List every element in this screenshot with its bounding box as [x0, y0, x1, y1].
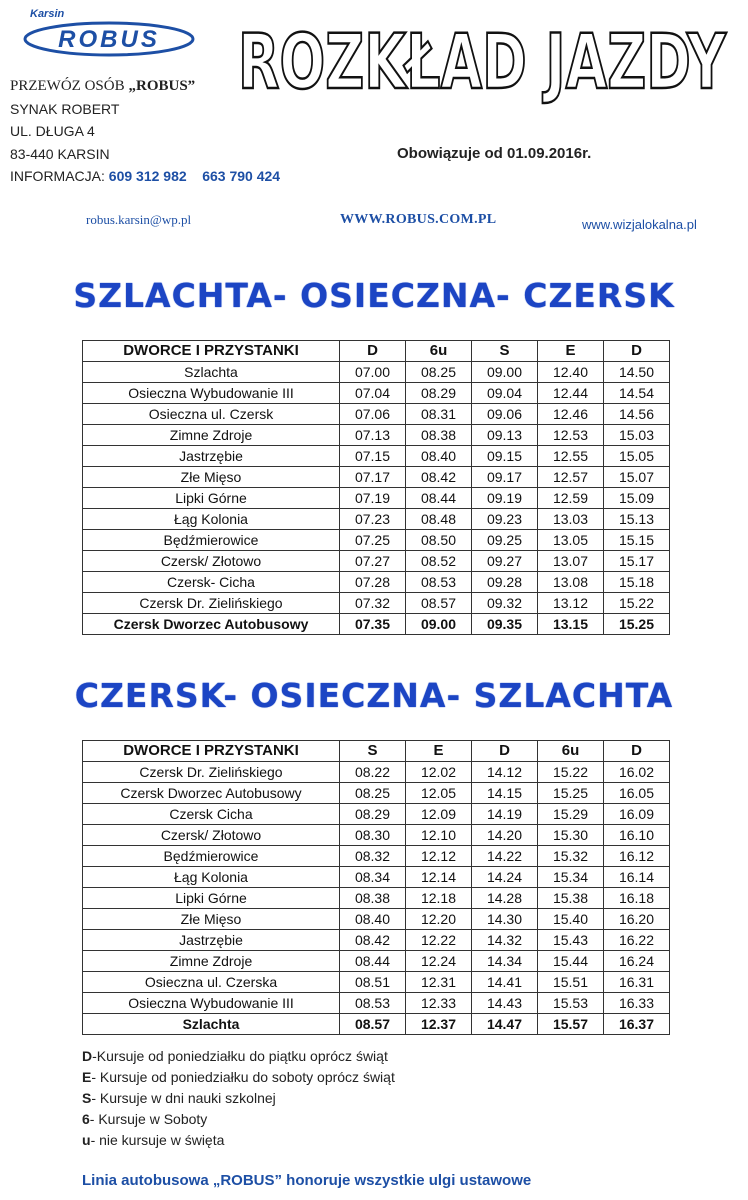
table-row [83, 762, 670, 783]
route2-title: CZERSK- OSIECZNA- SZLACHTA [74, 676, 674, 715]
departure-time: 15.25 [538, 783, 604, 804]
stop-name: Osieczna Wybudowanie III [83, 993, 340, 1014]
departure-time: 12.44 [538, 383, 604, 404]
departure-time: 12.40 [538, 362, 604, 383]
departure-time: 13.08 [538, 572, 604, 593]
legend-key: 6 [82, 1111, 90, 1127]
departure-time: 15.03 [604, 425, 670, 446]
stop-name: Czersk Cicha [83, 804, 340, 825]
departure-time: 16.24 [604, 951, 670, 972]
stop-name: Będźmierowice [83, 530, 340, 551]
column-header: 6u [406, 341, 472, 362]
departure-time: 08.53 [406, 572, 472, 593]
departure-time: 12.10 [406, 825, 472, 846]
route1-timetable [82, 340, 670, 635]
column-header: E [406, 741, 472, 762]
stop-name: Osieczna ul. Czerska [83, 972, 340, 993]
stop-name: Czersk/ Złotowo [83, 825, 340, 846]
departure-time: 14.30 [472, 909, 538, 930]
column-header: D [340, 341, 406, 362]
table-row [83, 362, 670, 383]
departure-time: 08.22 [340, 762, 406, 783]
column-header-stops: DWORCE I PRZYSTANKI [83, 741, 340, 762]
stop-name: Łąg Kolonia [83, 509, 340, 530]
departure-time: 07.00 [340, 362, 406, 383]
table-row [83, 825, 670, 846]
departure-time: 13.03 [538, 509, 604, 530]
departure-time: 08.29 [406, 383, 472, 404]
departure-time: 13.15 [538, 614, 604, 635]
logo-brand: ROBUS [58, 26, 160, 53]
company-line1 [10, 74, 280, 98]
departure-time: 08.42 [340, 930, 406, 951]
stop-name: Szlachta [83, 1014, 340, 1035]
table-row [83, 972, 670, 993]
departure-time: 12.05 [406, 783, 472, 804]
stop-name: Lipki Górne [83, 888, 340, 909]
departure-time: 15.51 [538, 972, 604, 993]
departure-time: 15.44 [538, 951, 604, 972]
departure-time: 16.14 [604, 867, 670, 888]
logo-oval-icon [22, 20, 196, 58]
departure-time: 12.09 [406, 804, 472, 825]
departure-time: 14.32 [472, 930, 538, 951]
departure-time: 15.22 [604, 593, 670, 614]
stop-name: Złe Mięso [83, 909, 340, 930]
stop-name: Zimne Zdroje [83, 425, 340, 446]
phone-1[interactable]: 609 312 982 [108, 168, 187, 184]
departure-time: 15.25 [604, 614, 670, 635]
table-row [83, 804, 670, 825]
departure-time: 13.07 [538, 551, 604, 572]
table-row [83, 572, 670, 593]
departure-time: 08.25 [340, 783, 406, 804]
departure-time: 14.24 [472, 867, 538, 888]
route1-title: SZLACHTA- OSIECZNA- CZERSK [73, 276, 675, 315]
departure-time: 08.48 [406, 509, 472, 530]
departure-time: 08.30 [340, 825, 406, 846]
departure-time: 09.17 [472, 467, 538, 488]
column-header: D [604, 341, 670, 362]
departure-time: 08.50 [406, 530, 472, 551]
departure-time: 12.02 [406, 762, 472, 783]
departure-time: 09.28 [472, 572, 538, 593]
legend-text: - nie kursuje w święta [90, 1132, 225, 1148]
table-row [83, 993, 670, 1014]
departure-time: 15.29 [538, 804, 604, 825]
legend-key: u [82, 1132, 91, 1148]
departure-time: 15.32 [538, 846, 604, 867]
departure-time: 14.41 [472, 972, 538, 993]
departure-time: 16.33 [604, 993, 670, 1014]
departure-time: 15.43 [538, 930, 604, 951]
table-header-row [83, 741, 670, 762]
departure-time: 15.38 [538, 888, 604, 909]
departure-time: 14.34 [472, 951, 538, 972]
legend-text: - Kursuje w dni nauki szkolnej [91, 1090, 276, 1106]
departure-time: 07.32 [340, 593, 406, 614]
departure-time: 13.05 [538, 530, 604, 551]
legend-item [82, 1067, 395, 1088]
departure-time: 16.12 [604, 846, 670, 867]
departure-time: 07.25 [340, 530, 406, 551]
stop-name: Będźmierowice [83, 846, 340, 867]
departure-time: 07.06 [340, 404, 406, 425]
wizjalokalna-link[interactable]: www.wizjalokalna.pl [582, 217, 697, 232]
departure-time: 09.06 [472, 404, 538, 425]
departure-time: 09.32 [472, 593, 538, 614]
table-row [83, 846, 670, 867]
stop-name: Jastrzębie [83, 930, 340, 951]
departure-time: 12.31 [406, 972, 472, 993]
departure-time: 08.57 [406, 593, 472, 614]
table-row [83, 551, 670, 572]
legend-text: - Kursuje w Soboty [89, 1111, 208, 1127]
legend [82, 1046, 395, 1151]
departure-time: 16.05 [604, 783, 670, 804]
departure-time: 14.56 [604, 404, 670, 425]
column-header: 6u [538, 741, 604, 762]
table-header-row [83, 341, 670, 362]
departure-time: 12.53 [538, 425, 604, 446]
departure-time: 15.30 [538, 825, 604, 846]
departure-time: 13.12 [538, 593, 604, 614]
table-row [83, 1014, 670, 1035]
departure-time: 07.13 [340, 425, 406, 446]
departure-time: 15.05 [604, 446, 670, 467]
table-row [83, 930, 670, 951]
departure-time: 08.51 [340, 972, 406, 993]
departure-time: 12.18 [406, 888, 472, 909]
departure-time: 15.53 [538, 993, 604, 1014]
departure-time: 07.19 [340, 488, 406, 509]
page-title [232, 8, 732, 108]
column-header: D [472, 741, 538, 762]
company-street: UL. DŁUGA 4 [10, 123, 95, 139]
table-row [83, 783, 670, 804]
phone-2[interactable]: 663 790 424 [202, 168, 281, 184]
column-header: S [472, 341, 538, 362]
legend-text: - Kursuje od poniedziałku do soboty oprócz świąt [91, 1069, 395, 1085]
departure-time: 15.18 [604, 572, 670, 593]
table-row [83, 425, 670, 446]
table-row [83, 593, 670, 614]
column-header: D [604, 741, 670, 762]
departure-time: 09.19 [472, 488, 538, 509]
company-name: „ROBUS” [128, 78, 196, 94]
stop-name: Lipki Górne [83, 488, 340, 509]
departure-time: 07.28 [340, 572, 406, 593]
legend-text: -Kursuje od poniedziałku do piątku oprócz świąt [92, 1048, 388, 1064]
company-info [10, 74, 280, 188]
table-row [83, 888, 670, 909]
departure-time: 15.09 [604, 488, 670, 509]
departure-time: 08.40 [406, 446, 472, 467]
departure-time: 07.15 [340, 446, 406, 467]
logo-small-text: Karsin [30, 8, 65, 20]
departure-time: 15.07 [604, 467, 670, 488]
legend-key: D [82, 1048, 93, 1064]
table-row [83, 909, 670, 930]
departure-time: 07.35 [340, 614, 406, 635]
departure-time: 09.00 [406, 614, 472, 635]
departure-time: 12.24 [406, 951, 472, 972]
stop-name: Łąg Kolonia [83, 867, 340, 888]
departure-time: 09.00 [472, 362, 538, 383]
departure-time: 15.57 [538, 1014, 604, 1035]
departure-time: 15.22 [538, 762, 604, 783]
departure-time: 15.17 [604, 551, 670, 572]
departure-time: 07.23 [340, 509, 406, 530]
departure-time: 12.12 [406, 846, 472, 867]
legend-item [82, 1046, 395, 1067]
departure-time: 12.55 [538, 446, 604, 467]
valid-from: Obowiązuje od 01.09.2016r. [397, 145, 592, 162]
robus-logo [22, 6, 200, 60]
stop-name: Czersk Dr. Zielińskiego [83, 762, 340, 783]
stop-name: Czersk Dworzec Autobusowy [83, 614, 340, 635]
stop-name: Szlachta [83, 362, 340, 383]
company-owner: SYNAK ROBERT [10, 100, 120, 117]
table-row [83, 383, 670, 404]
departure-time: 09.23 [472, 509, 538, 530]
stop-name: Jastrzębie [83, 446, 340, 467]
departure-time: 16.31 [604, 972, 670, 993]
column-header: S [340, 741, 406, 762]
table-row [83, 488, 670, 509]
departure-time: 16.37 [604, 1014, 670, 1035]
departure-time: 09.25 [472, 530, 538, 551]
departure-time: 15.15 [604, 530, 670, 551]
stop-name: Czersk Dr. Zielińskiego [83, 593, 340, 614]
departure-time: 15.34 [538, 867, 604, 888]
departure-time: 14.15 [472, 783, 538, 804]
table-row [83, 614, 670, 635]
departure-time: 14.20 [472, 825, 538, 846]
table-row [83, 404, 670, 425]
departure-time: 16.18 [604, 888, 670, 909]
departure-time: 12.37 [406, 1014, 472, 1035]
website-link[interactable]: WWW.ROBUS.COM.PL [340, 212, 497, 227]
departure-time: 14.54 [604, 383, 670, 404]
departure-time: 08.32 [340, 846, 406, 867]
company-type: PRZEWÓZ OSÓB [10, 78, 125, 94]
departure-time: 08.29 [340, 804, 406, 825]
legend-item [82, 1109, 395, 1130]
stop-name: Osieczna Wybudowanie III [83, 383, 340, 404]
departure-time: 16.22 [604, 930, 670, 951]
legend-item [82, 1130, 395, 1151]
stop-name: Zimne Zdroje [83, 951, 340, 972]
departure-time: 16.20 [604, 909, 670, 930]
departure-time: 08.31 [406, 404, 472, 425]
departure-time: 16.02 [604, 762, 670, 783]
departure-time: 14.12 [472, 762, 538, 783]
departure-time: 08.25 [406, 362, 472, 383]
company-info-line [10, 165, 280, 188]
stop-name: Czersk Dworzec Autobusowy [83, 783, 340, 804]
table-row [83, 446, 670, 467]
stop-name: Czersk/ Złotowo [83, 551, 340, 572]
route2-timetable [82, 740, 670, 1035]
departure-time: 12.20 [406, 909, 472, 930]
legend-key: E [82, 1069, 92, 1085]
departure-time: 12.33 [406, 993, 472, 1014]
departure-time: 14.43 [472, 993, 538, 1014]
legend-item [82, 1088, 395, 1109]
table-row [83, 951, 670, 972]
departure-time: 08.38 [406, 425, 472, 446]
footer-note: Linia autobusowa „ROBUS” honoruje wszystkie ulgi ustawowe [82, 1172, 532, 1189]
departure-time: 08.52 [406, 551, 472, 572]
departure-time: 14.28 [472, 888, 538, 909]
departure-time: 08.44 [406, 488, 472, 509]
departure-time: 07.04 [340, 383, 406, 404]
company-city: 83-440 KARSIN [10, 145, 110, 162]
departure-time: 14.47 [472, 1014, 538, 1035]
departure-time: 12.46 [538, 404, 604, 425]
departure-time: 08.40 [340, 909, 406, 930]
legend-key: S [82, 1090, 92, 1106]
departure-time: 16.09 [604, 804, 670, 825]
departure-time: 12.59 [538, 488, 604, 509]
departure-time: 15.13 [604, 509, 670, 530]
departure-time: 09.15 [472, 446, 538, 467]
stop-name: Czersk- Cicha [83, 572, 340, 593]
departure-time: 09.04 [472, 383, 538, 404]
stop-name: Złe Mięso [83, 467, 340, 488]
column-header: E [538, 341, 604, 362]
departure-time: 09.35 [472, 614, 538, 635]
departure-time: 07.17 [340, 467, 406, 488]
departure-time: 12.14 [406, 867, 472, 888]
departure-time: 15.40 [538, 909, 604, 930]
title-text: ROZKŁAD JAZDY [238, 17, 727, 106]
departure-time: 14.19 [472, 804, 538, 825]
info-label: INFORMACJA: [10, 168, 105, 184]
departure-time: 08.42 [406, 467, 472, 488]
table-row [83, 867, 670, 888]
departure-time: 08.44 [340, 951, 406, 972]
table-row [83, 509, 670, 530]
departure-time: 12.22 [406, 930, 472, 951]
stop-name: Osieczna ul. Czersk [83, 404, 340, 425]
departure-time: 09.13 [472, 425, 538, 446]
column-header-stops: DWORCE I PRZYSTANKI [83, 341, 340, 362]
departure-time: 07.27 [340, 551, 406, 572]
departure-time: 08.34 [340, 867, 406, 888]
departure-time: 08.57 [340, 1014, 406, 1035]
departure-time: 08.53 [340, 993, 406, 1014]
departure-time: 09.27 [472, 551, 538, 572]
table-row [83, 530, 670, 551]
departure-time: 08.38 [340, 888, 406, 909]
departure-time: 14.50 [604, 362, 670, 383]
email-link[interactable]: robus.karsin@wp.pl [86, 212, 192, 227]
table-row [83, 467, 670, 488]
departure-time: 16.10 [604, 825, 670, 846]
departure-time: 12.57 [538, 467, 604, 488]
departure-time: 14.22 [472, 846, 538, 867]
